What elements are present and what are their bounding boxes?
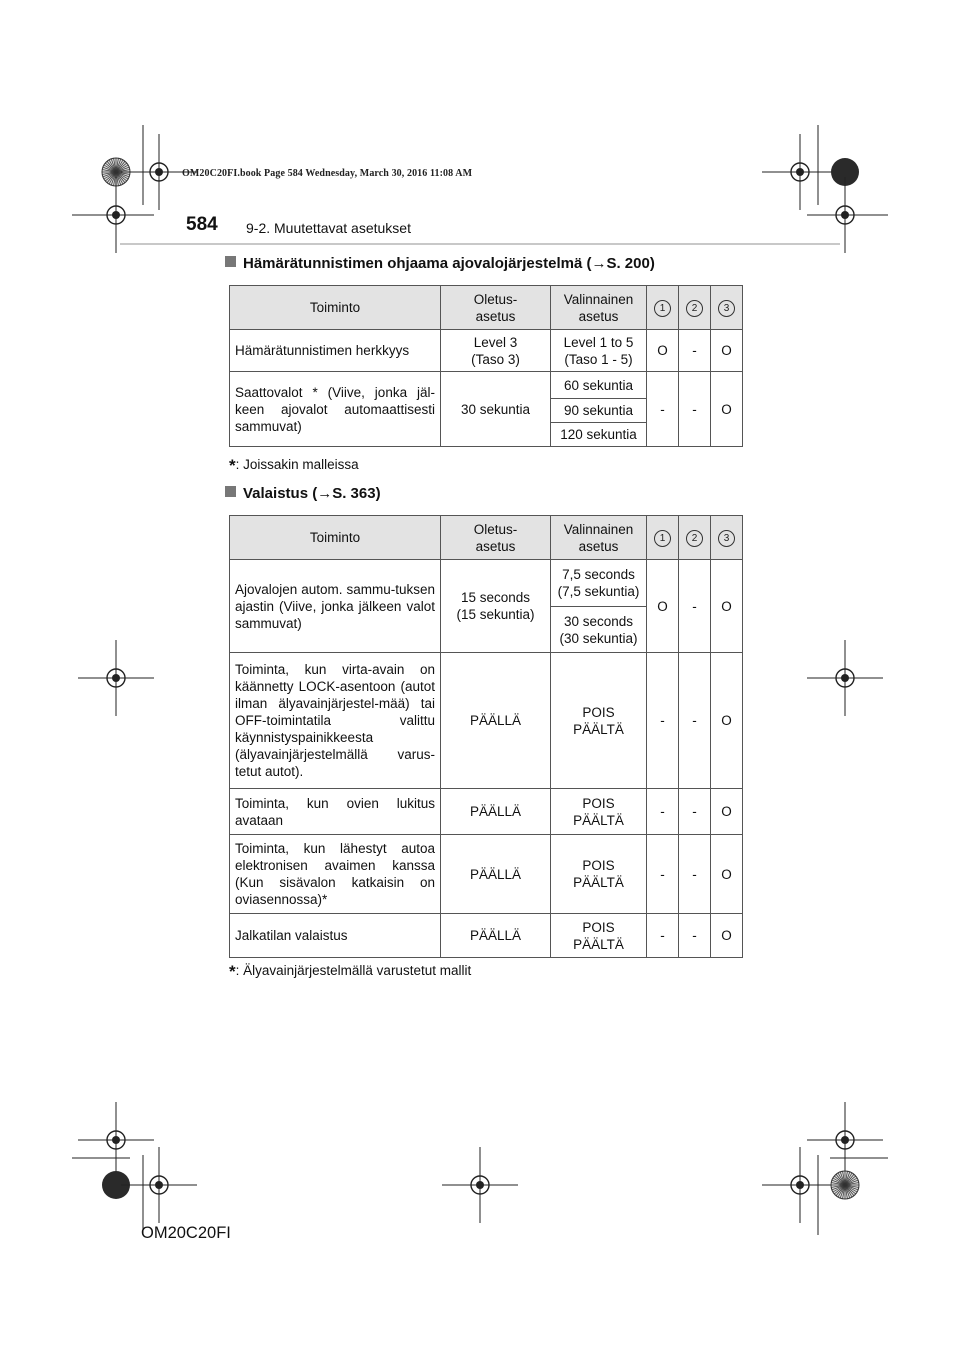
starburst-ray	[845, 1174, 854, 1185]
column-header-circle	[711, 516, 743, 560]
optional-setting-cell: 30 seconds (30 sekuntia)	[551, 607, 647, 653]
circled-number-icon: 2	[686, 530, 703, 547]
mark-cell-1: -	[647, 914, 679, 958]
registration-dot-icon	[796, 168, 804, 176]
column-header-circle	[679, 516, 711, 560]
starburst-ray	[845, 1183, 859, 1185]
starburst-ray	[104, 172, 116, 179]
starburst-ray	[840, 1172, 845, 1185]
table2-footnote: *: Älyavainjärjestelmällä varustetut mallit	[229, 962, 472, 981]
mark-cell-2: -	[679, 914, 711, 958]
mark-cell-3: O	[711, 835, 743, 914]
mark-cell-1: -	[647, 653, 679, 789]
mark-cell-3: O	[711, 653, 743, 789]
starburst-ray	[845, 1178, 857, 1185]
mark-cell-3: O	[711, 372, 743, 447]
registration-target-icon	[836, 1131, 854, 1149]
optional-setting-cell: 7,5 seconds (7,5 sekuntia)	[551, 560, 647, 607]
solid-registration-dot-icon	[102, 1171, 130, 1199]
starburst-ray	[845, 1173, 852, 1185]
starburst-ray	[833, 1178, 845, 1185]
registration-target-icon	[107, 669, 125, 687]
starburst-ray	[845, 1185, 847, 1199]
column-header: Valinnainen asetus	[551, 286, 647, 330]
table2	[229, 515, 743, 958]
starburst-ray	[845, 1185, 854, 1196]
starburst-ray	[116, 167, 129, 172]
optional-setting-cell: 120 sekuntia	[551, 423, 647, 447]
registration-dot-icon	[112, 674, 120, 682]
starburst-ray	[116, 172, 118, 186]
default-setting-cell: PÄÄLLÄ	[441, 835, 551, 914]
starburst-ray	[116, 170, 130, 172]
starburst-ray	[116, 163, 127, 172]
mark-cell-3: O	[711, 914, 743, 958]
column-header: Oletus- asetus	[441, 286, 551, 330]
registration-target-icon	[471, 1176, 489, 1194]
starburst-ray	[114, 158, 116, 172]
starburst-ray	[116, 172, 123, 184]
starburst-ray	[116, 172, 128, 179]
starburst-ray	[845, 1172, 850, 1185]
square-bullet-icon	[225, 486, 236, 497]
starburst-ray	[845, 1185, 859, 1187]
starburst-ray	[832, 1180, 845, 1185]
starburst-ray	[838, 1185, 845, 1197]
default-setting-cell: PÄÄLLÄ	[441, 789, 551, 835]
default-setting-cell: Level 3 (Taso 3)	[441, 330, 551, 372]
starburst-icon	[102, 158, 130, 186]
column-header-circle	[679, 286, 711, 330]
table2-heading: Valaistus (→S. 363)	[225, 485, 381, 502]
starburst-ray	[111, 159, 116, 172]
solid-registration-dot-icon	[831, 158, 859, 186]
mark-cell-3: O	[711, 560, 743, 653]
mark-cell-2: -	[679, 653, 711, 789]
table-row	[230, 914, 743, 958]
starburst-ray	[845, 1185, 852, 1197]
starburst-ray	[838, 1173, 845, 1185]
starburst-ray	[832, 1185, 845, 1190]
table-row	[230, 835, 743, 914]
starburst-ray	[116, 172, 121, 185]
mark-cell-3: O	[711, 789, 743, 835]
function-cell: Saattovalot * (Viive, jonka jäl-keen ajovalot automaattisesti sammuvat)	[230, 372, 441, 447]
mark-cell-1: -	[647, 835, 679, 914]
registration-target-icon	[150, 163, 168, 181]
starburst-ray	[104, 165, 116, 172]
optional-setting-cell: POIS PÄÄLTÄ	[551, 789, 647, 835]
header-rule	[120, 243, 840, 245]
table1-heading: Hämärätunnistimen ohjaama ajovalojärjestelmä (→S. 200)	[225, 255, 655, 272]
mark-cell-1: -	[647, 789, 679, 835]
default-setting-cell: 30 sekuntia	[441, 372, 551, 447]
starburst-ray	[105, 163, 116, 172]
mark-cell-2: -	[679, 330, 711, 372]
default-setting-cell: PÄÄLLÄ	[441, 914, 551, 958]
default-setting-cell: PÄÄLLÄ	[441, 653, 551, 789]
circled-number-icon: 2	[686, 300, 703, 317]
function-cell: Toiminta, kun ovien lukitus avataan	[230, 789, 441, 835]
optional-setting-cell: POIS PÄÄLTÄ	[551, 653, 647, 789]
mark-cell-3: O	[711, 330, 743, 372]
table1-footnote: *: Joissakin malleissa	[229, 456, 359, 475]
starburst-ray	[107, 161, 116, 172]
circled-number-icon: 3	[718, 530, 735, 547]
starburst-ray	[116, 158, 118, 172]
starburst-ray	[833, 1185, 845, 1192]
optional-setting-cell: 90 sekuntia	[551, 399, 647, 423]
function-cell: Ajovalojen autom. sammu-tuksen ajastin (Viive, jonka jälkeen valot sammuvat)	[230, 560, 441, 653]
registration-dot-icon	[796, 1181, 804, 1189]
circled-number-icon: 1	[654, 300, 671, 317]
registration-target-icon	[836, 206, 854, 224]
starburst-ray	[111, 172, 116, 185]
starburst-ray	[840, 1185, 845, 1198]
function-cell: Toiminta, kun lähestyt autoa elektronisen avaimen kanssa (Kun sisävalon katkaisin on oviasennossa)*	[230, 835, 441, 914]
starburst-ray	[116, 172, 130, 174]
starburst-icon	[831, 1171, 859, 1199]
table1	[229, 285, 743, 447]
file-stamp: OM20C20FI.book Page 584 Wednesday, March 30, 2016 11:08 AM	[182, 168, 473, 179]
page-number: 584	[186, 214, 218, 235]
optional-setting-cell: POIS PÄÄLTÄ	[551, 835, 647, 914]
column-header: Toiminto	[230, 516, 441, 560]
mark-cell-1: -	[647, 372, 679, 447]
starburst-ray	[845, 1171, 847, 1185]
starburst-ray	[105, 172, 116, 181]
registration-dot-icon	[112, 1136, 120, 1144]
square-bullet-icon	[225, 256, 236, 267]
column-header: Toiminto	[230, 286, 441, 330]
starburst-ray	[843, 1171, 845, 1185]
starburst-ray	[116, 172, 127, 181]
registration-target-icon	[791, 163, 809, 181]
registration-dot-icon	[112, 211, 120, 219]
column-header: Oletus- asetus	[441, 516, 551, 560]
starburst-ray	[836, 1185, 845, 1196]
starburst-ray	[116, 161, 125, 172]
registration-target-icon	[107, 1131, 125, 1149]
starburst-ray	[845, 1185, 857, 1192]
starburst-ray	[116, 165, 128, 172]
default-setting-cell: 15 seconds (15 sekuntia)	[441, 560, 551, 653]
table-row	[230, 560, 743, 607]
table-row	[230, 372, 743, 399]
starburst-ray	[103, 172, 116, 177]
registration-dot-icon	[841, 211, 849, 219]
registration-target-icon	[107, 206, 125, 224]
model-code: OM20C20FI	[141, 1224, 231, 1242]
mark-cell-1: O	[647, 330, 679, 372]
mark-cell-2: -	[679, 789, 711, 835]
mark-cell-1: O	[647, 560, 679, 653]
mark-cell-2: -	[679, 560, 711, 653]
starburst-ray	[109, 160, 116, 172]
mark-cell-2: -	[679, 372, 711, 447]
table-row	[230, 330, 743, 372]
starburst-ray	[834, 1185, 845, 1194]
starburst-ray	[831, 1183, 845, 1185]
optional-setting-cell: 60 sekuntia	[551, 372, 647, 399]
starburst-ray	[114, 172, 116, 186]
starburst-ray	[845, 1185, 856, 1194]
starburst-ray	[845, 1185, 850, 1198]
section-header: 9-2. Muutettavat asetukset	[246, 220, 411, 236]
starburst-ray	[845, 1176, 856, 1185]
function-cell: Toiminta, kun virta-avain on käännetty LOCK-asentoon (autot ilman älyavainjärjestel-mää) tai OFF-toimintatila valittu käynnistyspainikkeesta (älyavainjärjestelmällä varus-tetut autot).	[230, 653, 441, 789]
column-header-circle	[647, 516, 679, 560]
starburst-ray	[843, 1185, 845, 1199]
starburst-ray	[107, 172, 116, 183]
starburst-ray	[109, 172, 116, 184]
optional-setting-cell: Level 1 to 5 (Taso 1 - 5)	[551, 330, 647, 372]
starburst-ray	[845, 1185, 858, 1190]
optional-setting-cell: POIS PÄÄLTÄ	[551, 914, 647, 958]
function-cell: Jalkatilan valaistus	[230, 914, 441, 958]
settings-table-2	[229, 515, 743, 958]
starburst-ray	[116, 160, 123, 172]
column-header: Valinnainen asetus	[551, 516, 647, 560]
starburst-ray	[116, 172, 129, 177]
registration-target-icon	[836, 669, 854, 687]
starburst-ray	[836, 1174, 845, 1185]
settings-table-1	[229, 285, 743, 447]
table-row	[230, 789, 743, 835]
starburst-ray	[102, 170, 116, 172]
function-cell: Hämärätunnistimen herkkyys	[230, 330, 441, 372]
registration-dot-icon	[476, 1181, 484, 1189]
circled-number-icon: 3	[718, 300, 735, 317]
registration-dot-icon	[841, 674, 849, 682]
registration-target-icon	[150, 1176, 168, 1194]
table-row	[230, 653, 743, 789]
starburst-ray	[102, 172, 116, 174]
column-header-circle	[711, 286, 743, 330]
circled-number-icon: 1	[654, 530, 671, 547]
registration-dot-icon	[155, 168, 163, 176]
starburst-ray	[834, 1176, 845, 1185]
starburst-ray	[116, 159, 121, 172]
starburst-ray	[116, 172, 125, 183]
registration-dot-icon	[841, 1136, 849, 1144]
starburst-ray	[831, 1185, 845, 1187]
registration-target-icon	[791, 1176, 809, 1194]
column-header-circle	[647, 286, 679, 330]
registration-dot-icon	[155, 1181, 163, 1189]
starburst-ray	[845, 1180, 858, 1185]
mark-cell-2: -	[679, 835, 711, 914]
starburst-ray	[103, 167, 116, 172]
